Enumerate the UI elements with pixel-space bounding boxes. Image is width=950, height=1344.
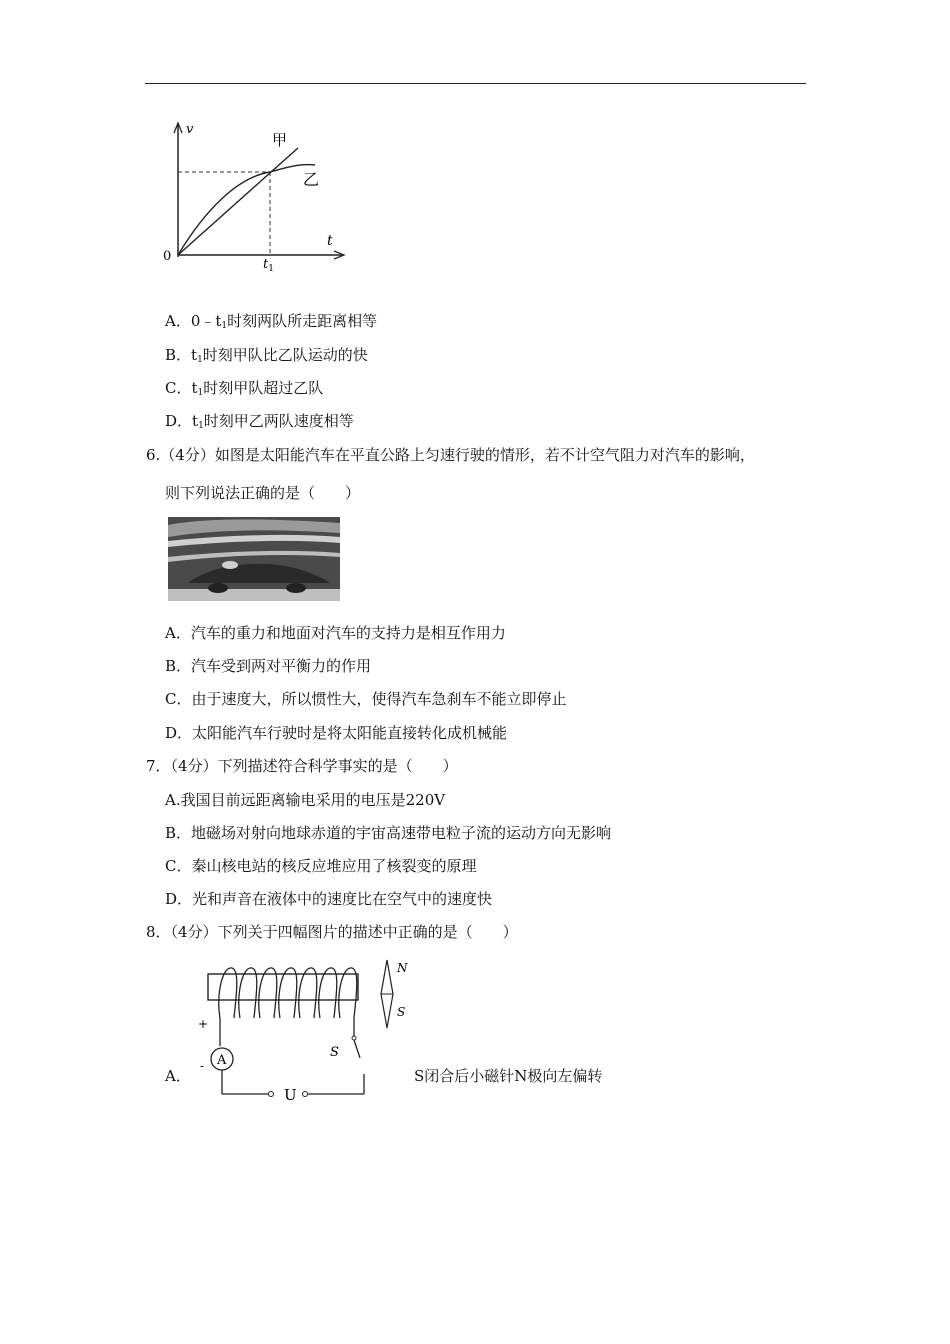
- header-rule: [145, 83, 806, 84]
- curve-jia-label: 甲: [272, 131, 288, 149]
- q6-option-b[interactable]: B．汽车受到两对平衡力的作用: [165, 657, 372, 675]
- north-label: N: [397, 961, 408, 975]
- q7-option-a[interactable]: A.我国目前远距离输电采用的电压是220V: [165, 791, 446, 809]
- q6-option-a[interactable]: A．汽车的重力和地面对汽车的支持力是相互作用力: [165, 624, 506, 642]
- curve-yi-label: 乙: [303, 170, 320, 189]
- q5-option-a[interactable]: A．$0﹣t_1$时刻两队所走距离相等: [165, 312, 378, 331]
- q7-option-b[interactable]: B．地磁场对射向地球赤道的宇宙高速带电粒子流的运动方向无影响: [165, 824, 612, 842]
- y-axis-label: v: [186, 122, 194, 137]
- q7-stem: 7．（4分）下列描述符合科学事实的是（ ）: [146, 757, 458, 775]
- q5-option-d[interactable]: D．$t_1$时刻甲乙两队速度相等: [165, 412, 354, 431]
- minus-sign: -: [200, 1059, 205, 1073]
- curve-jia: [178, 148, 298, 255]
- curve-yi: [178, 165, 315, 255]
- q5-option-c[interactable]: C．$t_1$时刻甲队超过乙队: [165, 379, 324, 398]
- q6-stem-line1: 6.（4分）如图是太阳能汽车在平直公路上匀速行驶的情形，若不计空气阻力对汽车的影响，: [146, 446, 755, 464]
- q6-stem-line2: 则下列说法正确的是（ ）: [165, 484, 361, 502]
- voltage-label: U: [284, 1086, 297, 1104]
- q7-option-c[interactable]: C．秦山核电站的核反应堆应用了核裂变的原理: [165, 857, 477, 875]
- solenoid-circuit-figure: [192, 958, 417, 1074]
- circuit-bottom-wire: [192, 1074, 367, 1108]
- q8-stem: 8．（4分）下列关于四幅图片的描述中正确的是（ ）: [146, 923, 518, 941]
- solenoid-coil: [219, 968, 357, 1018]
- q6-option-d[interactable]: D．太阳能汽车行驶时是将太阳能直接转化成机械能: [165, 724, 508, 742]
- ammeter-label: A: [217, 1053, 227, 1068]
- switch-blade: [354, 1040, 360, 1058]
- t1-label: $t_1$: [263, 257, 274, 274]
- velocity-time-graph: [160, 115, 360, 275]
- q8-option-a-label[interactable]: A．: [165, 1067, 191, 1085]
- plus-sign: +: [198, 1017, 209, 1031]
- q6-option-c[interactable]: C．由于速度大，所以惯性大，使得汽车急刹车不能立即停止: [165, 690, 567, 708]
- q8-option-a-text: S闭合后小磁针N极向左偏转: [414, 1067, 603, 1085]
- solar-car-photo: [168, 517, 340, 601]
- x-axis-label: t: [327, 233, 333, 249]
- q7-option-d[interactable]: D．光和声音在液体中的速度比在空气中的速度快: [165, 890, 493, 908]
- q5-option-b[interactable]: B．$t_1$时刻甲队比乙队运动的快: [165, 346, 368, 365]
- switch-label: S: [330, 1045, 339, 1060]
- south-label: S: [397, 1005, 406, 1019]
- origin-label: 0: [163, 249, 172, 264]
